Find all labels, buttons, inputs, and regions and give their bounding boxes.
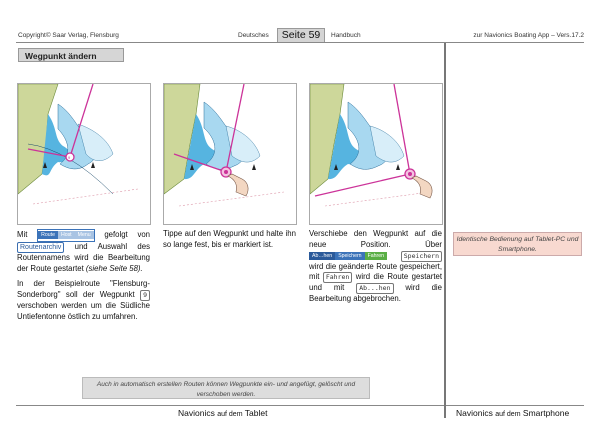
edit-toolbar <box>309 251 387 262</box>
map-screenshot-3 <box>309 83 443 225</box>
text-column-1 <box>17 229 150 328</box>
footer-smartphone <box>456 408 569 418</box>
text-von: von <box>137 230 151 239</box>
page-number: Seite 59 <box>277 28 325 43</box>
footer-phone-brand: Navionics <box>456 408 493 418</box>
text-beispielroute: In der Beispielroute "Flensburg-Sonderborg" soll der Wegpunkt <box>17 279 150 300</box>
language-label: Deutsches <box>238 32 269 39</box>
fahren-segment[interactable]: Fahren <box>365 252 387 260</box>
speichern-segment[interactable]: Speichern <box>335 252 364 260</box>
footer-phone-small: auf dem <box>495 411 521 418</box>
fahren-button[interactable]: Fahren <box>323 272 352 283</box>
speichern-button[interactable]: Speichern <box>401 251 442 262</box>
bottom-note: Auch in automatisch erstellen Routen können Wegpunkte ein- und angefügt, gelöscht und verschoben werden. <box>82 377 370 399</box>
footer-tablet-brand: Navionics <box>178 408 215 418</box>
routenarchiv-button[interactable]: Routenarchiv <box>17 242 64 253</box>
waypoint-number: 9 <box>140 290 150 301</box>
app-version-label: zur Navionics Boating App – Vers.17.2 <box>473 32 584 39</box>
column-divider <box>444 43 446 418</box>
text-tippe: Tippe auf den Wegpunkt und halte ihn so lange fest, bis er markiert ist. <box>163 229 296 249</box>
footer-tablet <box>178 408 267 418</box>
text-gespeichert: wird die geänderte Route gespeichert, mit <box>309 261 442 282</box>
text-column-2 <box>163 229 296 256</box>
text-gefolgt: gefolgt <box>104 230 128 239</box>
text-abgebrochen: wird die Bearbeitung abgebrochen. <box>309 283 442 304</box>
footer-tablet-device: Tablet <box>244 408 268 418</box>
svg-text:9: 9 <box>68 155 71 160</box>
map-screenshot-2 <box>163 83 297 225</box>
text-auswahl: und Auswahl des Routennamens wird die Bearbeitung der Route gestartet <box>17 241 150 273</box>
route-tabs <box>37 229 95 242</box>
abhen-button[interactable]: Ab...hen <box>356 283 393 294</box>
text-mit: Mit <box>17 230 28 239</box>
handbook-label: Handbuch <box>331 32 361 39</box>
text-verschoben: verschoben werden um die Südliche Untiefentonne östlich zu umfahren. <box>17 301 150 321</box>
footer-divider-right <box>446 405 584 406</box>
text-verschiebe: Verschiebe den Wegpunkt auf die neue Position. Über <box>309 229 442 249</box>
footer-tablet-small: auf dem <box>217 411 243 418</box>
section-title: Wegpunkt ändern <box>18 48 124 62</box>
tab-host[interactable]: Host <box>58 231 75 239</box>
tab-menu[interactable]: Menu <box>75 231 94 239</box>
tab-route[interactable]: Route <box>38 231 58 239</box>
text-column-3 <box>309 229 442 310</box>
copyright-text: Copyright© Saar Verlag, Flensburg <box>18 32 119 39</box>
header-divider <box>16 42 584 43</box>
side-note: Identische Bedienung auf Tablet-PC und Smartphone. <box>453 232 582 256</box>
page-reference: (siehe Seite 58). <box>85 263 143 273</box>
abhen-segment[interactable]: Ab…hen <box>309 252 335 260</box>
footer-phone-device: Smartphone <box>522 408 570 418</box>
footer-divider-left <box>16 405 444 406</box>
map-screenshot-1 <box>17 83 151 225</box>
text-gestartet: wird die Route gestartet und mit <box>309 272 442 293</box>
